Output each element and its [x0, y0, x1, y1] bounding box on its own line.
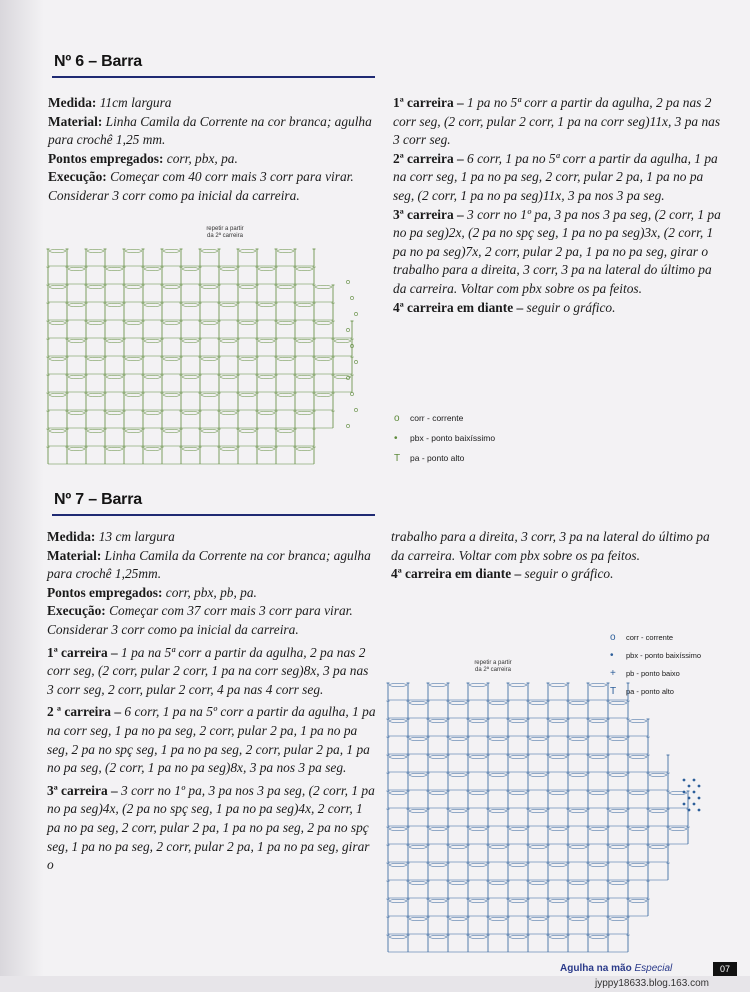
chart-chain [87, 429, 104, 432]
chart-chain [529, 809, 547, 812]
chart-chain [569, 737, 587, 740]
chart-chain [125, 321, 142, 324]
chart-edge-chain [354, 360, 357, 363]
chart-chain [182, 375, 199, 378]
chart-chain [315, 321, 332, 324]
chart-chain [609, 773, 627, 776]
chart-chain [489, 701, 507, 704]
chart-chain [106, 303, 123, 306]
chart-chain [68, 303, 85, 306]
chart-chain [549, 791, 567, 794]
chart-chain [163, 249, 180, 252]
section-7-row-1: 1ª carreira – 1 pa na 5ª corr a partir da agulha, 2 pa nas 2 corr seg, (2 corr, pular 2 corr, 1 pa na corr seg)8x, 3 pa nas 3 corr seg, 2 corr, pular 2 corr, 4 pa nas 4 corr seg. [47, 644, 369, 697]
chart-chain [87, 249, 104, 252]
chart-chain [239, 285, 256, 288]
chart-chain [449, 773, 467, 776]
chart-chain [549, 899, 567, 902]
chart-chain [163, 393, 180, 396]
chart-chain [239, 357, 256, 360]
section-7-title: Nº 7 – Barra [54, 491, 142, 508]
chart-chain [469, 863, 487, 866]
chart-chain [163, 429, 180, 432]
legend-7-item: T pa - ponto alto [610, 685, 674, 697]
chart-chain [220, 267, 237, 270]
chart-chain [569, 845, 587, 848]
chart-edge-chain [346, 424, 349, 427]
chart-chain [549, 683, 567, 686]
chart-chain [220, 447, 237, 450]
chart-chain [429, 899, 447, 902]
section-6-medida: Medida: 11cm largura [48, 95, 172, 110]
chart-chain [469, 935, 487, 938]
chart-chain [258, 447, 275, 450]
crochet-chart-6 [44, 244, 374, 466]
chart-chain [649, 809, 667, 812]
page-number: 07 [713, 962, 737, 976]
chart-chain [144, 411, 161, 414]
chart-chain [389, 935, 407, 938]
chart-chain [449, 737, 467, 740]
chart-chain [589, 863, 607, 866]
chart-chain [258, 267, 275, 270]
chart-chain [449, 701, 467, 704]
chart-chain [529, 737, 547, 740]
chart-chain [163, 321, 180, 324]
chart-chain [409, 917, 427, 920]
crochet-chart-7 [384, 680, 716, 956]
chart-chain [201, 429, 218, 432]
chart-chain [509, 755, 527, 758]
chart-chain [449, 917, 467, 920]
chart-chain [277, 321, 294, 324]
watermark-url: jyppy18633.blog.163.com [595, 978, 709, 989]
chart-edge-pbx [683, 779, 686, 782]
chart-chain [49, 357, 66, 360]
chart-chain [569, 809, 587, 812]
chart-chain [258, 303, 275, 306]
chart-chain [449, 809, 467, 812]
chart-chain [429, 827, 447, 830]
chart-chain [429, 755, 447, 758]
section-6-right-column [393, 94, 723, 317]
chart-chain [409, 809, 427, 812]
chart-chain [469, 827, 487, 830]
chart-chain [334, 375, 351, 378]
chart-chain [429, 863, 447, 866]
chart-chain [509, 935, 527, 938]
chart-chain [589, 755, 607, 758]
section-7-rule [52, 514, 375, 516]
chart-edge-pbx [698, 797, 701, 800]
legend-7-item: • pbx - ponto baixíssimo [610, 649, 702, 661]
chart-chain [49, 321, 66, 324]
section-6-row-4: 4ª carreira em diante – seguir o gráfico. [393, 299, 616, 315]
chart-chain [277, 429, 294, 432]
section-7-left-column [47, 528, 377, 875]
chart-edge-pbx [688, 785, 691, 788]
chart-edge-pbx [693, 779, 696, 782]
chart-chain [629, 899, 647, 902]
chart-chain [315, 357, 332, 360]
slip-stitch-symbol-icon: • [610, 649, 614, 661]
chart-chain [182, 339, 199, 342]
page-gutter-shadow [0, 0, 44, 992]
chart-chain [649, 773, 667, 776]
chart-chain [49, 285, 66, 288]
double-crochet-symbol-icon: T [610, 685, 617, 697]
chart-chain [389, 683, 407, 686]
chart-chain [629, 719, 647, 722]
chart-chain [182, 267, 199, 270]
chart-chain [277, 249, 294, 252]
chart-chain [144, 447, 161, 450]
chart-chain [296, 339, 313, 342]
chart-chain [296, 267, 313, 270]
chart-chain [389, 791, 407, 794]
chart-chain [409, 845, 427, 848]
chart-chain [277, 285, 294, 288]
chain-symbol-icon: o [394, 412, 400, 424]
chart-edge-chain [350, 296, 353, 299]
chart-edge-chain [346, 280, 349, 283]
section-6-rule [52, 76, 375, 78]
chart-edge-chain [350, 392, 353, 395]
chart-chain [549, 935, 567, 938]
section-6-row-3: 3ª carreira – 3 corr no 1º pa, 3 pa nos 3 pa seg, (2 corr, 1 pa no pa seg)2x, (2 pa no spç seg, 1 pa no pa seg)3x, (2 corr, 1 pa no pa seg)7x, 2 corr, pular 2 pa, 1 pa no pa seg, girar o trabalho para a direita, 3 corr, 3 pa na lateral do último pa da carreira. Voltar com pbx sobre os pa feitos. [393, 206, 721, 296]
chart-chain [334, 339, 351, 342]
chart-chain [277, 393, 294, 396]
chart-chain [429, 935, 447, 938]
chart-chain [629, 827, 647, 830]
chart-chain [296, 411, 313, 414]
chain-symbol-icon: o [610, 631, 616, 643]
chart-edge-pbx [683, 791, 686, 794]
single-crochet-symbol-icon: + [610, 667, 616, 679]
chart-chain [569, 701, 587, 704]
chart-chain [163, 357, 180, 360]
chart-chain [106, 411, 123, 414]
chart-chain [68, 411, 85, 414]
chart-chain [220, 411, 237, 414]
chart-chain [589, 827, 607, 830]
chart-chain [629, 863, 647, 866]
chart-chain [629, 755, 647, 758]
chart-chain [182, 447, 199, 450]
section-6-execucao: Execução: Começar com 40 corr mais 3 corr para virar. Considerar 3 corr como pa inicial da carreira. [48, 169, 354, 203]
chart-chain [669, 827, 687, 830]
chart-chain [509, 827, 527, 830]
chart-chain [409, 737, 427, 740]
chart-chain [239, 429, 256, 432]
chart-chain [220, 303, 237, 306]
chart-chain [389, 755, 407, 758]
chart-chain [258, 375, 275, 378]
chart-chain [201, 321, 218, 324]
chart-chain [87, 321, 104, 324]
section-7-row-3: 3ª carreira – 3 corr no 1º pa, 3 pa nos 3 pa seg, (2 corr, 1 pa no pa seg)4x, (2 pa no spç seg, 1 pa no pa seg)4x, 2 corr, 1 pa no pa seg, 2 corr, pular 2 pa, 1 pa no pa seg, 2 pa no spç seg, 1 pa no pa seg, 2 corr, pular 2 pa, 1 pa no pa seg, girar o [47, 782, 375, 873]
section-7-medida: Medida: 13 cm largura [47, 529, 175, 544]
chart-chain [409, 701, 427, 704]
chart-chain [489, 809, 507, 812]
chart-chain [315, 285, 332, 288]
chart-edge-pbx [688, 797, 691, 800]
chart-chain [296, 375, 313, 378]
chart-chain [569, 773, 587, 776]
chart-chain [409, 773, 427, 776]
chart-edge-chain [354, 312, 357, 315]
chart-chain [529, 881, 547, 884]
chart-chain [409, 881, 427, 884]
slip-stitch-symbol-icon: • [394, 432, 398, 444]
chart-chain [49, 249, 66, 252]
chart-chain [144, 303, 161, 306]
section-7-row-2: 2 ª carreira – 6 corr, 1 pa na 5º corr a partir da agulha, 1 pa na corr seg, 1 pa no pa seg, 2 corr, pular 2 pa, 1 pa no pa seg, 2 pa no spç seg, 1 pa no pa seg, 2 corr, pular 2 pa, 1 pa no pa seg, (2 corr, 1 pa no pa seg)8x, 3 pa nos 3 pa seg. [47, 704, 376, 776]
chart-chain [296, 447, 313, 450]
section-6-pontos: Pontos empregados: corr, pbx, pa. [48, 150, 238, 166]
chart-chain [489, 881, 507, 884]
chart-chain [277, 357, 294, 360]
chart-chain [182, 303, 199, 306]
chart-chain [315, 393, 332, 396]
chart-edge-pbx [698, 785, 701, 788]
chart-chain [549, 863, 567, 866]
chart-edge-pbx [693, 803, 696, 806]
chart-chain [296, 303, 313, 306]
chart-chain [389, 827, 407, 830]
chart-chain [68, 339, 85, 342]
section-6-title: Nº 6 – Barra [54, 53, 142, 70]
chart-chain [389, 719, 407, 722]
chart-chain [389, 863, 407, 866]
section-7-right-column [391, 528, 723, 584]
chart-chain [220, 339, 237, 342]
chart-chain [529, 773, 547, 776]
chart-chain [609, 701, 627, 704]
chart-chain [489, 737, 507, 740]
chart-chain [609, 917, 627, 920]
section-7-pontos: Pontos empregados: corr, pbx, pb, pa. [47, 584, 257, 600]
section-6-row-2: 2ª carreira – 6 corr, 1 pa no 5ª corr a partir da agulha, 1 pa na corr seg, 1 pa no pa seg, 2 corr, pular 2 pa, 1 pa no pa seg, (2 corr, 1 pa no pa seg)11x, 3 pa nos 3 pa seg. [393, 150, 718, 203]
chart-chain [201, 285, 218, 288]
section-7-material: Material: Linha Camila da Corrente na cor branca; agulha para crochê 1,25mm. [47, 547, 371, 582]
section-7-row-4: 4ª carreira em diante – seguir o gráfico. [391, 566, 614, 582]
chart-chain [509, 899, 527, 902]
chart-chain [429, 683, 447, 686]
chart-chain [569, 917, 587, 920]
chart-chain [106, 447, 123, 450]
chart-chain [87, 393, 104, 396]
chart-chain [87, 357, 104, 360]
chart-chain [106, 375, 123, 378]
chart-chain [106, 339, 123, 342]
section-6-material: Material: Linha Camila da Corrente na cor branca; agulha para crochê 1,25 mm. [48, 113, 372, 148]
chart-chain [429, 791, 447, 794]
double-crochet-symbol-icon: T [394, 452, 401, 464]
chart-chain [469, 791, 487, 794]
chart-chain [549, 755, 567, 758]
chart-chain [629, 791, 647, 794]
section-7-execucao: Execução: Começar com 37 corr mais 3 corr para virar. Considerar 3 corr como pa inicial da carreira. [47, 603, 353, 637]
chart-chain [258, 339, 275, 342]
chart-chain [469, 755, 487, 758]
chart-chain [125, 357, 142, 360]
chart-chain [125, 393, 142, 396]
chart-chain [469, 683, 487, 686]
chart-chain [125, 249, 142, 252]
chart-chain [529, 701, 547, 704]
chart-chain [220, 375, 237, 378]
footer-magazine-name: Agulha na mão Especial [560, 963, 673, 974]
section-7-row-3-continued: trabalho para a direita, 3 corr, 3 pa na lateral do último pa da carreira. Voltar com pbx sobre os pa feitos. [391, 529, 710, 563]
chart-chain [239, 321, 256, 324]
chart-chain [449, 881, 467, 884]
chart-chain [68, 447, 85, 450]
chart-chain [389, 899, 407, 902]
chart-chain [589, 935, 607, 938]
chart-chain [509, 683, 527, 686]
chart-chain [87, 285, 104, 288]
chart-chain [68, 267, 85, 270]
chart-chain [125, 429, 142, 432]
chart-chain [589, 719, 607, 722]
chart-chain [469, 899, 487, 902]
chart-chain [549, 827, 567, 830]
chart-chain [609, 881, 627, 884]
chart-chain [589, 899, 607, 902]
chart-chain [549, 719, 567, 722]
section-6-row-1: 1ª carreira – 1 pa no 5ª corr a partir da agulha, 2 pa nas 2 corr seg, (2 corr, pular 2 corr, 1 pa na corr seg)11x, 3 pa nas 3 corr seg. [393, 95, 721, 148]
chart-chain [529, 917, 547, 920]
chart-chain [489, 845, 507, 848]
chart-chain [144, 339, 161, 342]
chart-edge-chain [346, 328, 349, 331]
chart-chain [201, 249, 218, 252]
chart-chain [469, 719, 487, 722]
legend-6 [394, 408, 495, 468]
legend-6-item: • pbx - ponto baixíssimo [394, 432, 496, 444]
chart-chain [609, 845, 627, 848]
chart-chain [125, 285, 142, 288]
chart-chain [649, 845, 667, 848]
chart-chain [144, 267, 161, 270]
chart-chain [509, 719, 527, 722]
chart-chain [509, 863, 527, 866]
chart-chain [49, 429, 66, 432]
chart-chain [609, 809, 627, 812]
chart-chain [429, 719, 447, 722]
chart-chain [509, 791, 527, 794]
chart-chain [489, 917, 507, 920]
chart-chain [182, 411, 199, 414]
chart-edge-pbx [693, 791, 696, 794]
chart-chain [239, 249, 256, 252]
chart-chain [589, 791, 607, 794]
chart-chain [589, 683, 607, 686]
chart-chain [201, 357, 218, 360]
chart-chain [144, 375, 161, 378]
chart-chain [449, 845, 467, 848]
chart-chain [201, 393, 218, 396]
chart-chain [106, 267, 123, 270]
chart-chain [489, 773, 507, 776]
chart-edge-pbx [688, 809, 691, 812]
chart-chain [68, 375, 85, 378]
chart-edge-pbx [698, 809, 701, 812]
section-6-left-column [48, 94, 378, 206]
chart-chain [529, 845, 547, 848]
legend-6-item: T pa - ponto alto [394, 452, 465, 464]
legend-7-item: o corr - corrente [610, 631, 674, 643]
chart-chain [258, 411, 275, 414]
chart-7-repeat-note: repetir a partir da 2ª carreira [474, 660, 512, 673]
chart-chain [609, 737, 627, 740]
chart-edge-chain [354, 408, 357, 411]
chart-chain [163, 285, 180, 288]
legend-6-item: o corr - corrente [394, 412, 464, 424]
chart-6-repeat-note: repetir a partir da 2ª carreira [206, 226, 244, 239]
legend-7-item: + pb - ponto baixo [610, 667, 680, 679]
chart-chain [239, 393, 256, 396]
chart-chain [49, 393, 66, 396]
chart-chain [569, 881, 587, 884]
chart-edge-pbx [683, 803, 686, 806]
